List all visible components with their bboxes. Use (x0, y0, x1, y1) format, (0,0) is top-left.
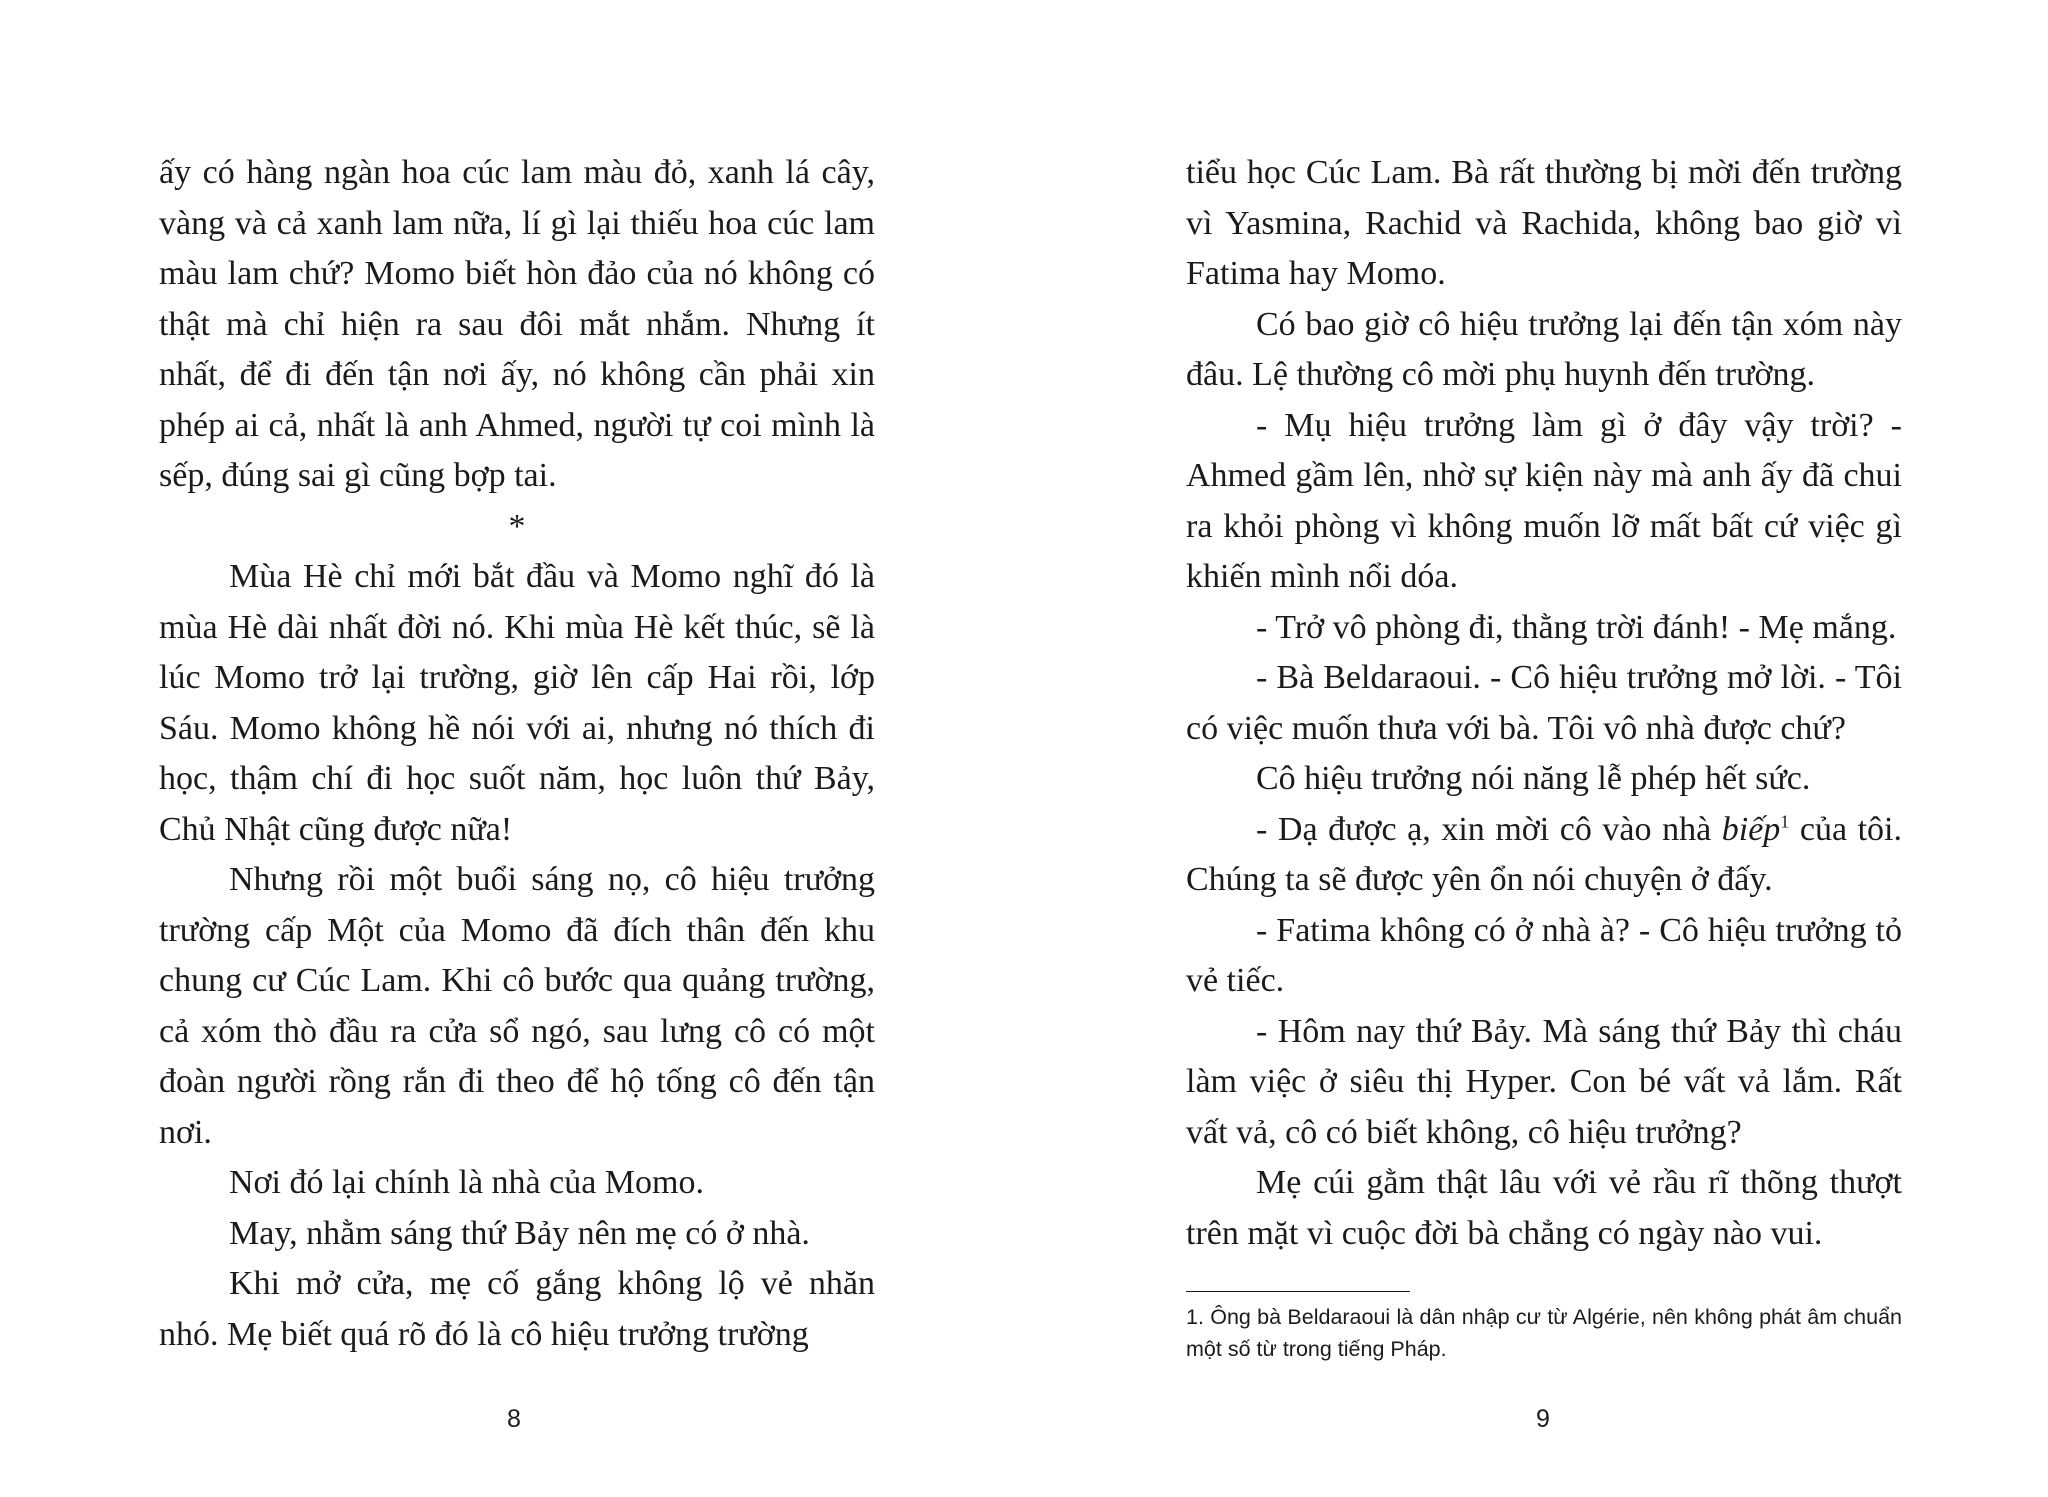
footnote-divider (1186, 1291, 1410, 1292)
paragraph: - Hôm nay thứ Bảy. Mà sáng thứ Bảy thì cháu làm việc ở siêu thị Hyper. Con bé vất vả lắm. Rất vất vả, cô có biết không, cô hiệu trưởng? (1186, 1012, 1902, 1151)
paragraph: Mùa Hè chỉ mới bắt đầu và Momo nghĩ đó là mùa Hè dài nhất đời nó. Khi mùa Hè kết thúc, sẽ là lúc Momo trở lại trường, giờ lên cấp Hai rồi, lớp Sáu. Momo không hề nói với ai, nhưng nó thích đi học, thậm chí đi học suốt năm, học luôn thứ Bảy, Chủ Nhật cũng được nữa! (159, 558, 875, 848)
footnote: 1. Ông bà Beldaraoui là dân nhập cư từ Algérie, nên không phát âm chuẩn một số từ trong tiếng Pháp. (1186, 1305, 1902, 1361)
paragraph-text: - Dạ được ạ, xin mời cô vào nhà (1256, 810, 1722, 848)
paragraph: - Trở vô phòng đi, thằng trời đánh! - Mẹ mắng. (1256, 608, 1897, 646)
paragraph: Cô hiệu trưởng nói năng lễ phép hết sức. (1256, 760, 1811, 797)
paragraph: ấy có hàng ngàn hoa cúc lam màu đỏ, xanh lá cây, vàng và cả xanh lam nữa, lí gì lại thiếu hoa cúc lam màu lam chứ? Momo biết hòn đảo của nó không có thật mà chỉ hiện ra sau đôi mắt nhắm. Nhưng ít nhất, để đi đến tận nơi ấy, nó không cần phải xin phép ai cả, nhất là anh Ahmed, người tự coi mình là sếp, đúng sai gì cũng bợp tai. (159, 154, 875, 494)
paragraph: Mẹ cúi gằm thật lâu với vẻ rầu rĩ thõng thượt trên mặt vì cuộc đời bà chẳng có ngày nào vui. (1186, 1164, 1902, 1252)
paragraph: May, nhằm sáng thứ Bảy nên mẹ có ở nhà. (229, 1214, 810, 1252)
paragraph: - Bà Beldaraoui. - Cô hiệu trưởng mở lời. - Tôi có việc muốn thưa với bà. Tôi vô nhà được chứ? (1186, 659, 1902, 747)
footnote-marker: 1 (1780, 811, 1790, 832)
paragraph: Nơi đó lại chính là nhà của Momo. (229, 1164, 704, 1201)
paragraph-with-footnote-ref (1186, 805, 1902, 906)
page-number: 8 (507, 1405, 521, 1433)
right-page-body (1186, 148, 1902, 1259)
paragraph: Nhưng rồi một buổi sáng nọ, cô hiệu trưởng trường cấp Một của Momo đã đích thân đến khu chung cư Cúc Lam. Khi cô bước qua quảng trường, cả xóm thò đầu ra cửa sổ ngó, sau lưng cô có một đoàn người rồng rắn đi theo để hộ tống cô đến tận nơi. (159, 861, 875, 1151)
page-number: 9 (1536, 1405, 1550, 1433)
italic-word: biếp (1721, 810, 1781, 848)
paragraph-text: của tôi. Chúng ta sẽ được yên ổn nói chuyện ở đấy. (1186, 810, 1903, 898)
left-page-body (159, 148, 875, 1360)
paragraph: Có bao giờ cô hiệu trưởng lại đến tận xóm này đâu. Lệ thường cô mời phụ huynh đến trường. (1186, 305, 1902, 393)
right-page (1024, 0, 2048, 1497)
paragraph: - Fatima không có ở nhà à? - Cô hiệu trưởng tỏ vẻ tiếc. (1186, 911, 1902, 999)
paragraph: tiểu học Cúc Lam. Bà rất thường bị mời đến trường vì Yasmina, Rachid và Rachida, không bao giờ vì Fatima hay Momo. (1186, 154, 1902, 292)
section-separator: * (508, 507, 526, 545)
paragraph: Khi mở cửa, mẹ cố gắng không lộ vẻ nhăn nhó. Mẹ biết quá rõ đó là cô hiệu trưởng trường (159, 1265, 875, 1353)
paragraph: - Mụ hiệu trưởng làm gì ở đây vậy trời? - Ahmed gầm lên, nhờ sự kiện này mà anh ấy đã chui ra khỏi phòng vì không muốn lỡ mất bất cứ việc gì khiến mình nổi dóa. (1186, 406, 1902, 595)
